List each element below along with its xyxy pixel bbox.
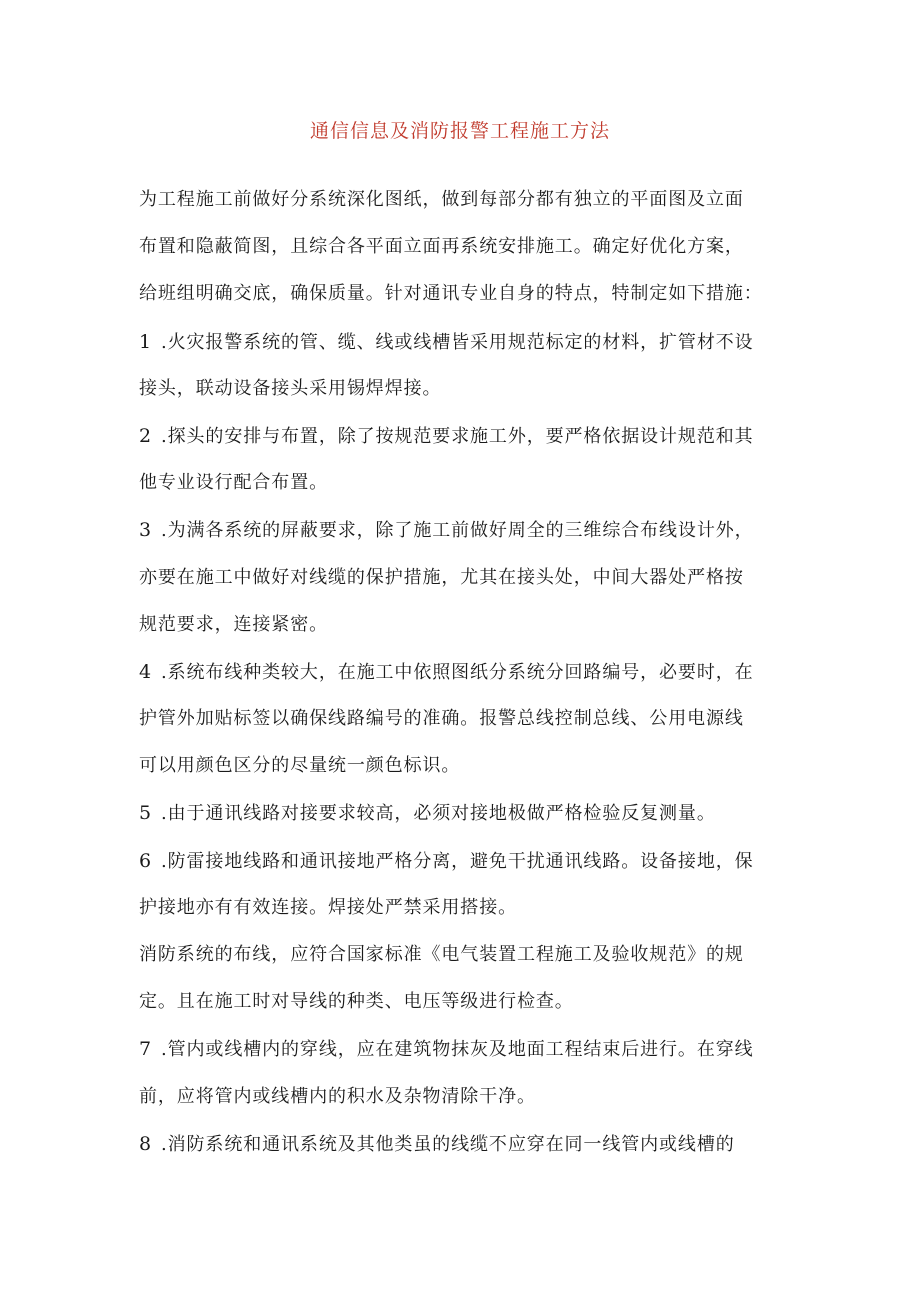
paragraph-line — [139, 279, 787, 326]
line-text: .系统布线种类较大，在施工中依照图纸分系统分回路编号，必要时，在 — [161, 661, 754, 683]
item-number: 8 — [139, 1132, 152, 1155]
item-number: 7 — [139, 1038, 152, 1061]
line-text: .探头的安排与布置，除了按规范要求施工外，要严格依据设计规范和其 — [161, 425, 754, 447]
item-number: 3 — [139, 519, 152, 542]
line-text: .由于通讯线路对接要求较高，必须对接地极做严格检验反复测量。 — [161, 803, 716, 825]
paragraph-line — [139, 374, 787, 421]
line-text: 亦要在施工中做好对线缆的保护措施，尤其在接头处，中间大器处严格按 — [139, 566, 744, 588]
line-text: 规范要求，连接紧密。 — [139, 613, 328, 635]
paragraph-line — [139, 1129, 787, 1176]
paragraph-line — [139, 232, 787, 279]
line-text: 接头，联动设备接头采用锡焊焊接。 — [139, 377, 442, 399]
item-number: 1 — [139, 330, 152, 353]
line-text: .为满各系统的屏蔽要求，除了施工前做好周全的三维综合布线设计外， — [161, 520, 754, 542]
line-text: 布置和隐蔽简图，且综合各平面立面再系统安排施工。确定好优化方案， — [139, 236, 744, 258]
paragraph-line — [139, 987, 787, 1034]
paragraph-line — [139, 327, 787, 374]
line-text: 消防系统的布线，应符合国家标准《电气装置工程施工及验收规范》的规 — [139, 944, 744, 965]
line-text: 为工程施工前做好分系统深化图纸，做到每部分都有独立的平面图及立面 — [139, 189, 744, 210]
paragraph-line — [139, 846, 787, 893]
paragraph-line — [139, 1034, 787, 1081]
item-number: 5 — [139, 802, 152, 825]
item-number: 6 — [139, 849, 152, 872]
paragraph-line — [139, 1082, 787, 1129]
line-text: 护管外加贴标签以确保线路编号的准确。报警总线控制总线、公用电源线 — [139, 708, 744, 730]
paragraph-line — [139, 751, 787, 798]
paragraph-line — [139, 893, 787, 940]
line-text: .消防系统和通讯系统及其他类虽的线缆不应穿在同一线管内或线槽的 — [161, 1133, 735, 1155]
line-text: 可以用颜色区分的尽量统一颜色标识。 — [139, 755, 461, 777]
paragraph-line — [139, 798, 787, 845]
paragraph-line — [139, 468, 787, 515]
document-body — [139, 185, 787, 1176]
paragraph-line — [139, 185, 787, 232]
line-text: .防雷接地线路和通讯接地严格分离，避免干扰通讯线路。设备接地，保 — [161, 850, 754, 872]
line-text: 前，应将管内或线槽内的积水及杂物清除干净。 — [139, 1085, 536, 1107]
line-text: .管内或线槽内的穿线，应在建筑物抹灰及地面工程结束后进行。在穿线 — [161, 1039, 754, 1061]
line-text: 定。且在施工时对导线的种类、电压等级进行检查。 — [139, 991, 574, 1013]
paragraph-line — [139, 421, 787, 468]
item-number: 2 — [139, 424, 152, 447]
paragraph-line — [139, 704, 787, 751]
paragraph-line — [139, 563, 787, 610]
line-text: 他专业设行配合布置。 — [139, 472, 328, 494]
line-text: .火灾报警系统的管、缆、线或线槽皆采用规范标定的材料，扩管材不设 — [161, 331, 754, 353]
paragraph-line — [139, 940, 787, 987]
item-number: 4 — [139, 660, 152, 683]
paragraph-line — [139, 657, 787, 704]
paragraph-line — [139, 515, 787, 562]
paragraph-line — [139, 610, 787, 657]
document-title: 通信信息及消防报警工程施工方法 — [309, 120, 610, 142]
line-text: 给班组明确交底，确保质量。针对通讯专业自身的特点，特制定如下措施： — [139, 283, 763, 305]
line-text: 护接地亦有有效连接。焊接处严禁采用搭接。 — [139, 896, 517, 918]
